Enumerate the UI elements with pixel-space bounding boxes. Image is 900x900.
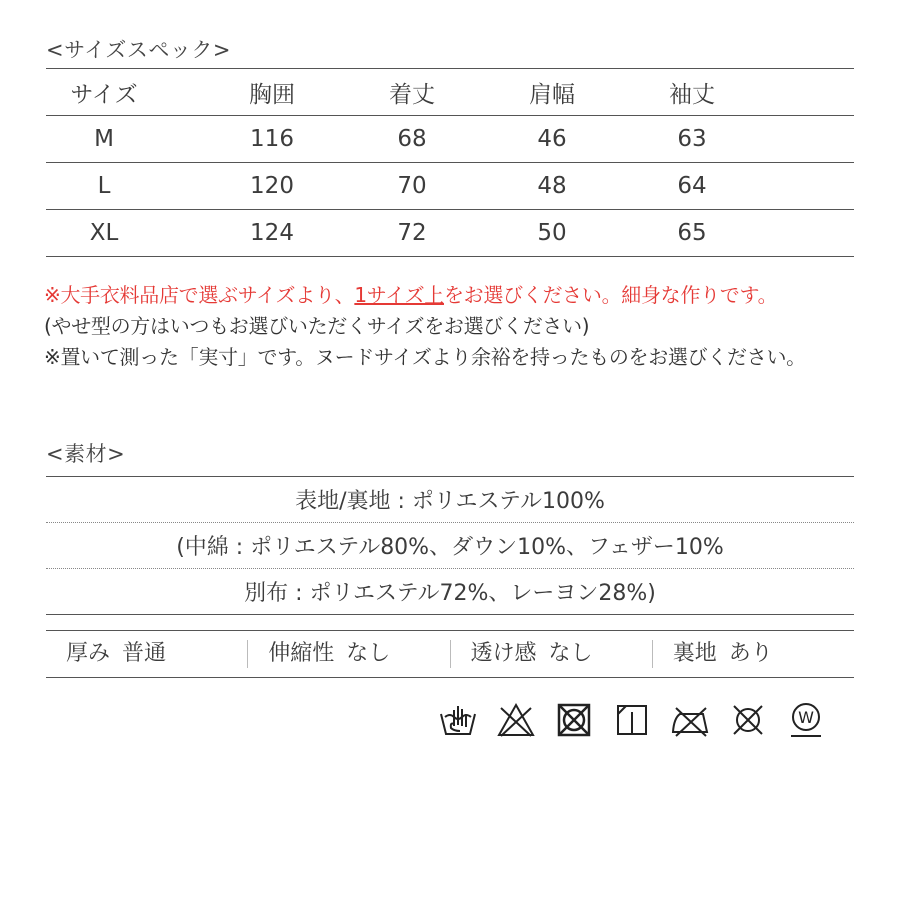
header-size: サイズ [70, 81, 138, 108]
size-advice-emphasis: 1サイズ上 [354, 283, 444, 307]
wet-clean-icon [786, 700, 826, 740]
shoulder-cell: 48 [537, 173, 567, 199]
size-advice-note [44, 280, 806, 311]
property-lining [652, 640, 854, 668]
size-cell: XL [89, 220, 119, 246]
no-dry-clean-icon [728, 700, 768, 740]
size-advice-prefix: ※大手衣料品店で選ぶサイズより、 [44, 283, 355, 307]
chest-cell: 124 [250, 220, 294, 246]
no-tumble-dry-icon [554, 700, 594, 740]
length-cell: 68 [397, 126, 427, 152]
header-chest: 胸囲 [249, 81, 295, 108]
property-value: なし [346, 641, 391, 666]
care-symbols [438, 700, 826, 740]
sleeve-cell: 64 [677, 173, 707, 199]
no-bleach-icon [496, 700, 536, 740]
size-table [46, 68, 854, 257]
size-advice-suffix: をお選びください。細身な作りです。 [443, 283, 778, 307]
material-line: 別布 : ポリエステル72%、レーヨン28%) [46, 569, 854, 615]
header-shoulder: 肩幅 [529, 81, 575, 108]
property-thickness [46, 640, 247, 668]
property-sheerness [450, 640, 652, 668]
table-row [46, 210, 854, 257]
header-length: 着丈 [389, 81, 435, 108]
shoulder-cell: 50 [537, 220, 567, 246]
chest-cell: 120 [250, 173, 294, 199]
property-label: 伸縮性 [268, 641, 335, 666]
property-label: 透け感 [470, 641, 537, 666]
wet-clean-letter: W [798, 708, 814, 727]
no-iron-icon [670, 700, 710, 740]
size-spec-title: <サイズスペック> [46, 38, 232, 62]
fabric-properties [46, 630, 854, 678]
property-label: 裏地 [672, 641, 717, 666]
size-table-header [46, 69, 854, 116]
length-cell: 70 [397, 173, 427, 199]
size-cell: M [94, 126, 114, 152]
chest-cell: 116 [250, 126, 294, 152]
slim-fit-note: (やせ型の方はいつもお選びいただくサイズをお選びください) [44, 314, 590, 338]
material-line: (中綿 : ポリエステル80%、ダウン10%、フェザー10% [46, 523, 854, 569]
table-row [46, 163, 854, 210]
sleeve-cell: 63 [677, 126, 707, 152]
property-label: 厚み [66, 641, 111, 666]
sleeve-cell: 65 [677, 220, 707, 246]
shoulder-cell: 46 [537, 126, 567, 152]
length-cell: 72 [397, 220, 427, 246]
hand-wash-icon [438, 700, 478, 740]
line-dry-shade-icon [612, 700, 652, 740]
header-sleeve: 袖丈 [669, 81, 715, 108]
size-cell: L [97, 173, 111, 199]
table-row [46, 116, 854, 163]
size-notes [44, 280, 806, 373]
measurement-note: ※置いて測った「実寸」です。ヌードサイズより余裕を持ったものをお選びください。 [44, 345, 806, 369]
material-table [46, 476, 854, 615]
property-value: 普通 [122, 641, 167, 666]
property-value: あり [728, 641, 773, 666]
material-title: <素材> [46, 442, 126, 466]
property-stretch [247, 640, 449, 668]
material-line: 表地/裏地 : ポリエステル100% [46, 477, 854, 523]
property-value: なし [548, 641, 593, 666]
